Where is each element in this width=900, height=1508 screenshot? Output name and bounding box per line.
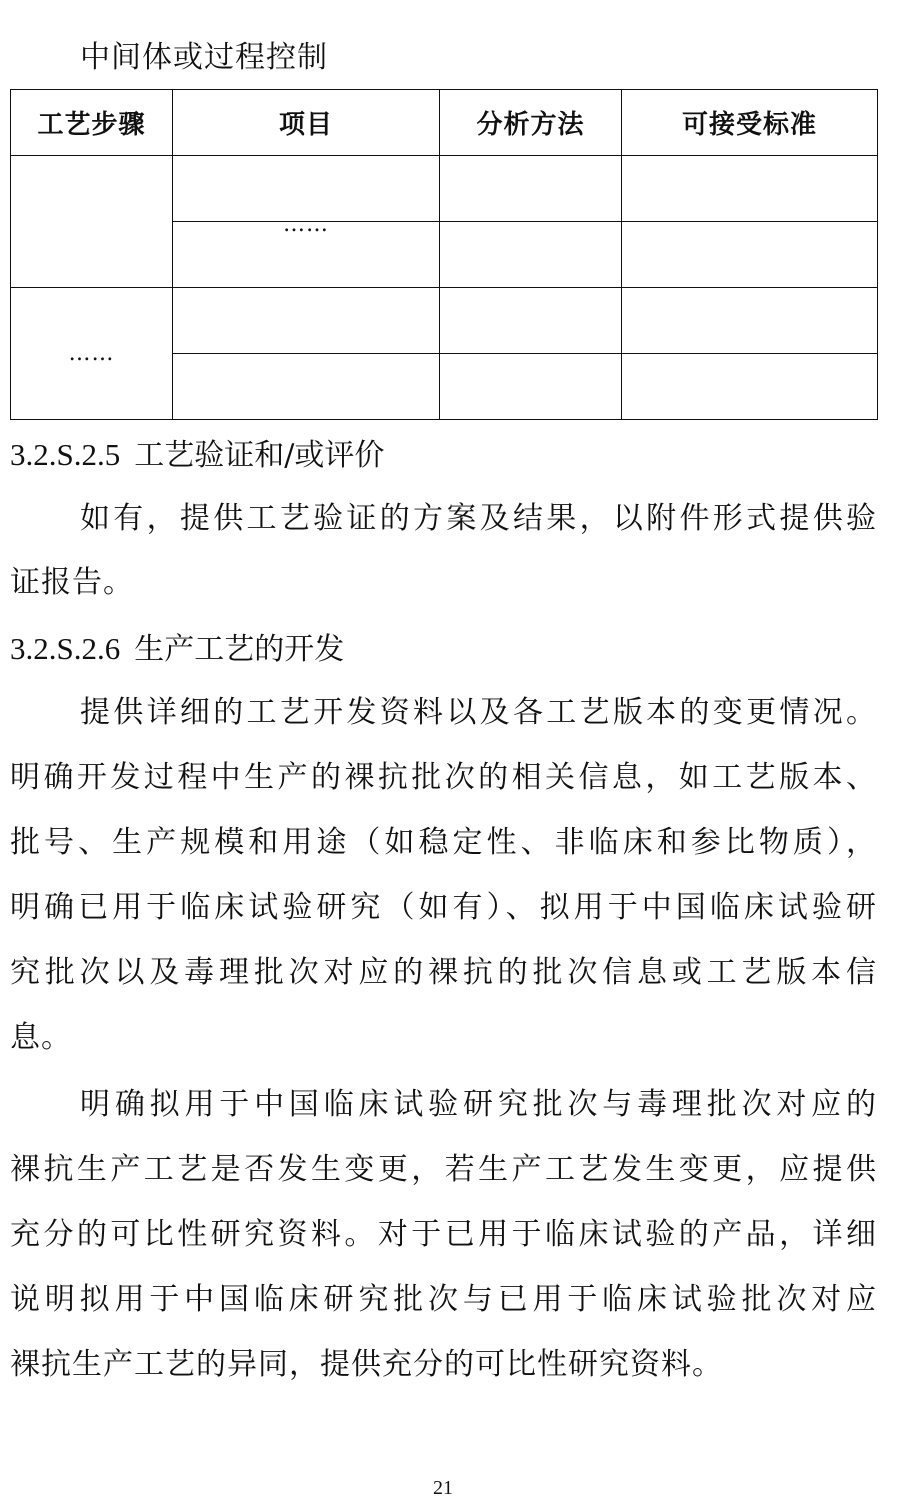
step-ellipsis: …… [68, 341, 115, 366]
section-226-paragraph1-line: 息。 [10, 1020, 72, 1055]
section-226-heading [10, 629, 344, 670]
section-226-paragraph2-line: 充分的可比性研究资料。对于已用于临床试验的产品，详细 [10, 1217, 876, 1252]
table-header-row [11, 90, 878, 156]
section-226-paragraph1-line: 究批次以及毒理批次对应的裸抗的批次信息或工艺版本信 [10, 955, 876, 990]
section-226-paragraph1-line: 提供详细的工艺开发资料以及各工艺版本的变更情况。 [80, 695, 876, 730]
section-226-title: 生产工艺的开发 [134, 632, 345, 667]
section-226-paragraph1-line: 明确开发过程中生产的裸抗批次的相关信息，如工艺版本、 [10, 760, 876, 795]
section-225-paragraph-line: 证报告。 [10, 565, 134, 600]
section-226-paragraph1-line: 明确已用于临床试验研究（如有）、拟用于中国临床试验研 [10, 890, 876, 925]
method-cell [440, 156, 622, 222]
process-control-table [10, 89, 878, 420]
item-cell [173, 288, 440, 354]
table-row [11, 288, 878, 354]
section-225-heading [10, 435, 384, 476]
item-ellipsis: …… [283, 212, 329, 237]
section-226-paragraph1-line: 批号、生产规模和用途（如稳定性、非临床和参比物质）， [10, 825, 876, 860]
section-226-paragraph2-line: 明确拟用于中国临床试验研究批次与毒理批次对应的 [80, 1087, 876, 1122]
section-226-paragraph2-line: 说明拟用于中国临床研究批次与已用于临床试验批次对应 [10, 1282, 876, 1317]
section-226-paragraph2-line: 裸抗生产工艺的异同，提供充分的可比性研究资料。 [10, 1347, 723, 1382]
section-225-title: 工艺验证和/或评价 [134, 438, 385, 473]
method-cell [440, 222, 622, 288]
method-cell [440, 288, 622, 354]
criteria-cell [622, 156, 878, 222]
section-225-paragraph-line: 如有，提供工艺验证的方案及结果，以附件形式提供验 [80, 501, 876, 536]
criteria-cell [622, 222, 878, 288]
table-row [11, 156, 878, 222]
header-analysis-method: 分析方法 [440, 90, 622, 156]
item-cell [173, 354, 440, 420]
method-cell [440, 354, 622, 420]
page-number: 21 [433, 1477, 453, 1499]
section-226-number: 3.2.S.2.6 [10, 631, 121, 666]
header-acceptance-criteria: 可接受标准 [622, 90, 878, 156]
header-process-step: 工艺步骤 [11, 90, 173, 156]
step-cell [11, 288, 173, 420]
section-225-number: 3.2.S.2.5 [10, 437, 121, 472]
section-intro-text: 中间体或过程控制 [80, 40, 328, 75]
criteria-cell [622, 288, 878, 354]
step-cell [11, 156, 173, 288]
criteria-cell [622, 354, 878, 420]
item-cell [173, 212, 440, 288]
section-226-paragraph2-line: 裸抗生产工艺是否发生变更，若生产工艺发生变更，应提供 [10, 1152, 876, 1187]
header-item: 项目 [173, 90, 440, 156]
